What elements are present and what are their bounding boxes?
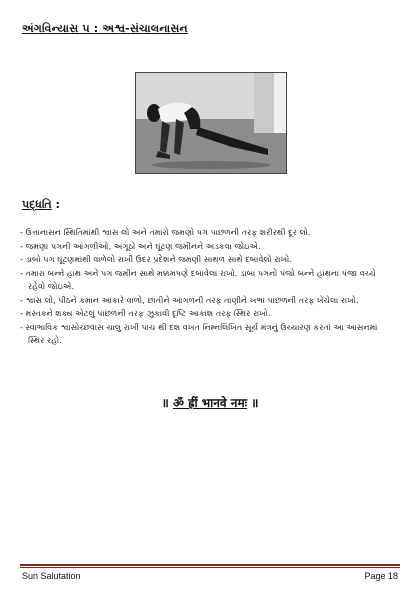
footer-title: Sun Salutation xyxy=(22,571,81,581)
step-item: - શ્વાસ લો, પીઠને કમાન આકારે વાળો, છાતીને આગળની તરફ તાણીને ખભા પાછળની તરફ ખેંચેલા રાખો. xyxy=(20,294,359,305)
method-title xyxy=(22,198,60,212)
footer-rule xyxy=(20,564,400,566)
mantra-close: ॥ xyxy=(251,396,259,410)
sun-mantra xyxy=(0,394,420,411)
step-item: - ઉત્તાનાસન સ્થિતિમાંથી શ્વાસ લો અને તમારો જમણો પગ પાછળની તરફ શરીરથી દૂર લો. xyxy=(20,227,311,237)
step-item: - જમણા પગની આંગળીઓ, અંગૂઠો અને ઘૂંટણ જમીનને અડકવા જોઇએ. xyxy=(20,240,261,251)
pose-heading: અંગવિન્યાસ ૫ : અશ્વ-સંચાલનાસન xyxy=(22,22,188,35)
step-item: - તમારા બન્ને હાથ અને પગ જમીન સાથે મક્કમપણે દબાવેલા રાખો. ડાબા પગનો પંજો બન્ને હાથના પંજા વચ્ચે રહેવો જોઇએ. xyxy=(20,267,376,291)
pose-photo xyxy=(135,72,287,174)
step-item: - મસ્તકને શક્ય એટલું પાછળની તરફ ઝુકાવી દૃષ્ટિ આકાશ તરફ સ્થિર રાખો. xyxy=(20,308,271,318)
step-item: - ડાબો પગ ઘૂંટણમાંથી વાળેલો રાખી ઉદર પ્રદેશને જમણી સાથળ સાથે દબાવેલો રાખો. xyxy=(20,254,292,264)
page-number: Page 18 xyxy=(364,571,398,581)
step-item: - સ્વાભાવિક શ્વાસોચ્છવાસ ચાલુ રાખી પાંચ થી દશ વખત નિમ્નલિખિત સૂર્ય મંત્રનું ઉચ્ચારણ કરતાં આ આસનમાં સ્થિર રહો. xyxy=(20,321,378,345)
footer-rule-thin xyxy=(20,567,400,568)
pose-photo-image xyxy=(136,73,286,173)
method-title-colon: : xyxy=(55,198,60,211)
method-title-text: પદ્ધતિ xyxy=(22,198,52,211)
steps-list xyxy=(20,226,385,348)
mantra-text: ॐ ह्रीं भानवे नमः xyxy=(172,396,248,410)
mantra-open: ॥ xyxy=(161,396,169,410)
